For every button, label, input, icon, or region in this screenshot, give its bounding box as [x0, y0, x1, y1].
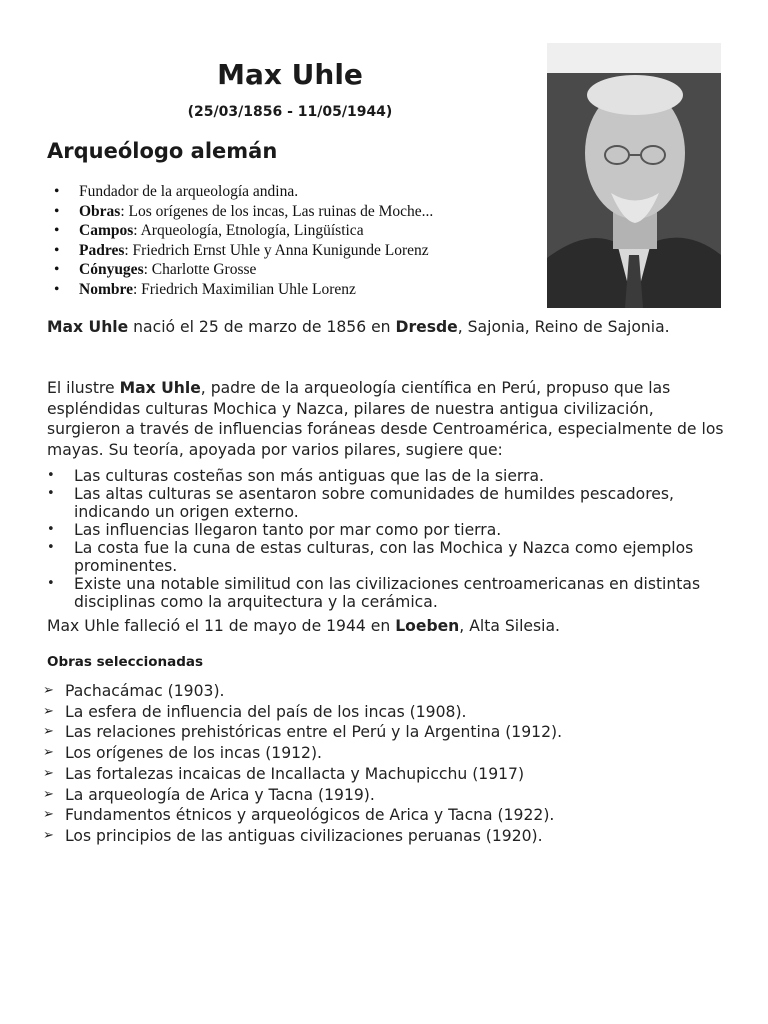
list-item: • La costa fue la cuna de estas culturas, con las Mochica y Nazca como ejemplos prominentes. — [47, 539, 694, 575]
list-item: • Existe una notable similitud con las civilizaciones centroamericanas en distintas disciplinas como la arquitectura y la cerámica. — [47, 575, 701, 611]
list-item: ➢ Fundamentos étnicos y arqueológicos de Arica y Tacna (1922). — [43, 806, 555, 825]
subtitle: Arqueólogo alemán — [47, 139, 278, 163]
theory-paragraph: El ilustre Max Uhle, padre de la arqueología científica en Perú, propuso que las espléndidas culturas Mochica y Nazca, pilares de nuestra antigua civilización, surgieron a través de influencias foráneas desde Centroamérica, especialmente de los mayas. Su teoría, apoyada por varios pilares, sugiere que: — [47, 379, 724, 459]
list-item: • Campos: Arqueología, Etnología, Lingüística — [54, 222, 364, 240]
works-heading: Obras seleccionadas — [47, 654, 204, 670]
arrow-bullet-icon: ➢ — [43, 683, 54, 698]
list-item: • Padres: Friedrich Ernst Uhle y Anna Kunigunde Lorenz — [54, 241, 429, 259]
birth-paragraph: Max Uhle nació el 25 de marzo de 1856 en Dresde, Sajonia, Reino de Sajonia. — [47, 318, 670, 336]
facts-list — [52, 182, 433, 300]
arrow-bullet-icon: ➢ — [43, 807, 54, 823]
list-item: ➢ Las relaciones prehistóricas entre el Perú y la Argentina (1912). — [43, 723, 563, 742]
arrow-bullet-icon: ➢ — [43, 703, 54, 719]
list-item: ➢ La arqueología de Arica y Tacna (1919). — [43, 785, 375, 804]
death-paragraph: Max Uhle falleció el 11 de mayo de 1944 en Loeben, Alta Silesia. — [47, 617, 560, 635]
list-item: ➢ Las fortalezas incaicas de Incallacta y Machupicchu (1917) — [43, 764, 525, 783]
arrow-bullet-icon: ➢ — [43, 724, 54, 740]
arrow-bullet-icon: ➢ — [43, 765, 54, 781]
list-item: • Las culturas costeñas son más antiguas que las de la sierra. — [47, 467, 544, 485]
list-item: ➢ Pachacámac (1903). — [43, 682, 225, 700]
list-item: ➢ La esfera de influencia del país de los incas (1908). — [43, 702, 467, 721]
arrow-bullet-icon: ➢ — [43, 745, 54, 761]
list-item: • Las altas culturas se asentaron sobre comunidades de humildes pescadores, indicando un origen externo. — [47, 485, 674, 521]
page-title: Max Uhle — [217, 58, 363, 91]
list-item: • Cónyuges: Charlotte Grosse — [54, 261, 257, 279]
list-item: ➢ Los principios de las antiguas civilizaciones peruanas (1920). — [43, 826, 543, 845]
works-list — [43, 681, 562, 847]
list-item: • Las influencias llegaron tanto por mar como por tierra. — [47, 521, 502, 539]
list-item: • Fundador de la arqueología andina. — [54, 183, 299, 200]
list-item: • Obras: Los orígenes de los incas, Las ruinas de Moche... — [54, 202, 434, 220]
arrow-bullet-icon: ➢ — [43, 786, 54, 802]
arrow-bullet-icon: ➢ — [43, 827, 54, 843]
life-dates: (25/03/1856 - 11/05/1944) — [187, 104, 393, 120]
portrait-icon — [547, 43, 721, 308]
portrait-photo — [547, 43, 721, 308]
list-item: ➢ Los orígenes de los incas (1912). — [43, 744, 323, 763]
list-item: • Nombre: Friedrich Maximilian Uhle Lorenz — [54, 280, 356, 298]
theory-list — [47, 467, 727, 611]
